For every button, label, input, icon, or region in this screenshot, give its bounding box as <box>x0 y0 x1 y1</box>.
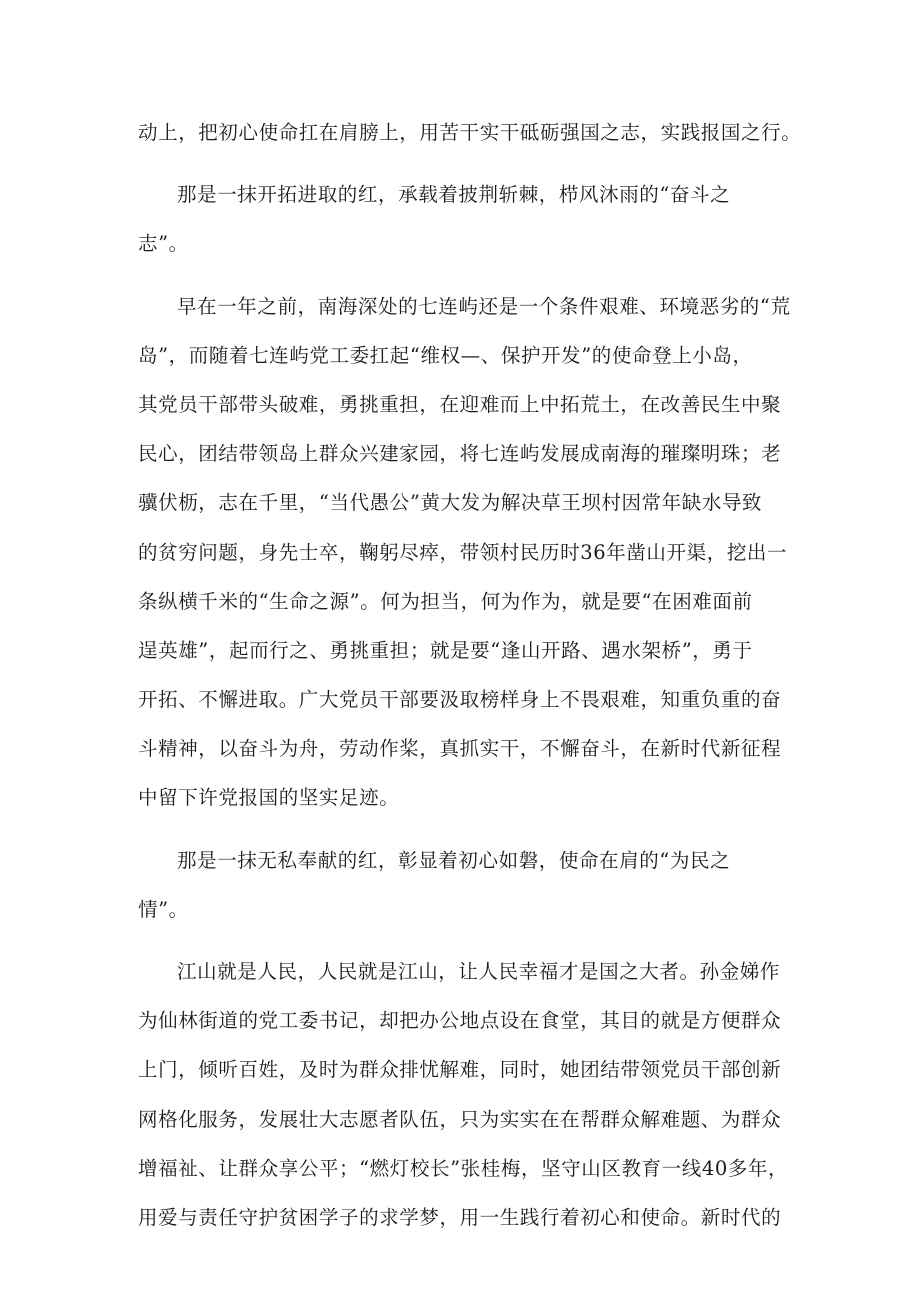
text-line: 上门，倾听百姓，及时为群众排忧解难，同时，她团结带领党员干部创新 <box>138 1058 782 1082</box>
text-line: 斗精神，以奋斗为舟，劳动作桨，真抓实干，不懈奋斗，在新时代新征程 <box>138 737 782 761</box>
text-line: 志”。 <box>138 232 189 256</box>
text-line: 的贫穷问题，身先士卒，鞠躬尽瘁，带领村民历时36年凿山开渠，挖出一 <box>138 540 788 564</box>
document-body <box>138 108 802 1242</box>
text-line: 条纵横千米的“生命之源”。何为担当，何为作为，就是要“在困难面前 <box>138 589 753 613</box>
text-line: 用爱与责任守护贫困学子的求学梦，用一生践行着初心和使命。新时代的 <box>138 1205 782 1229</box>
paragraph-start-line: 早在一年之前，南海深处的七连屿还是一个条件艰难、环境恶劣的“荒 <box>177 294 791 318</box>
paragraph-start-line: 那是一抹开拓进取的红，承载着披荆斩棘，栉风沐雨的“奋斗之 <box>177 183 731 207</box>
paragraph-start-line: 江山就是人民，人民就是江山，让人民幸福才是国之大者。孙金娣作 <box>177 960 781 983</box>
text-line: 岛”，而随着七连屿党工委扛起“维权—、保护开发”的使命登上小岛， <box>138 343 753 367</box>
text-line: 增福祉、让群众享公平；“燃灯校长”张桂梅，坚守山区教育一线40多年， <box>138 1156 789 1180</box>
text-line: 逞英雄”，起而行之、勇挑重担；就是要“逢山开路、遇水架桥”，勇于 <box>138 638 753 662</box>
text-line: 骥伏枥，志在千里，“当代愚公”黄大发为解决草王坝村因常年缺水导致 <box>138 491 763 515</box>
text-line: 为仙林街道的党工委书记，却把办公地点设在食堂，其目的就是方便群众 <box>138 1009 782 1033</box>
text-line: 网格化服务，发展壮大志愿者队伍，只为实实在在帮群众解难题、为群众 <box>138 1107 782 1131</box>
text-line: 中留下许党报国的坚实足迹。 <box>138 786 400 810</box>
paragraph-start-line: 那是一抹无私奉献的红，彰显着初心如磐，使命在肩的“为民之 <box>177 848 731 872</box>
text-line: 开拓、不懈进取。广大党员干部要汲取榜样身上不畏艰难，知重负重的奋 <box>138 688 782 712</box>
text-line: 民心，团结带领岛上群众兴建家园，将七连屿发展成南海的璀璨明珠；老 <box>138 442 782 466</box>
text-line: 情”。 <box>138 897 189 921</box>
text-line: 动上，把初心使命扛在肩膀上，用苦干实干砥砺强国之志，实践报国之行。 <box>138 121 802 144</box>
text-line: 其党员干部带头破难，勇挑重担，在迎难而上中拓荒土，在改善民生中聚 <box>138 392 782 416</box>
